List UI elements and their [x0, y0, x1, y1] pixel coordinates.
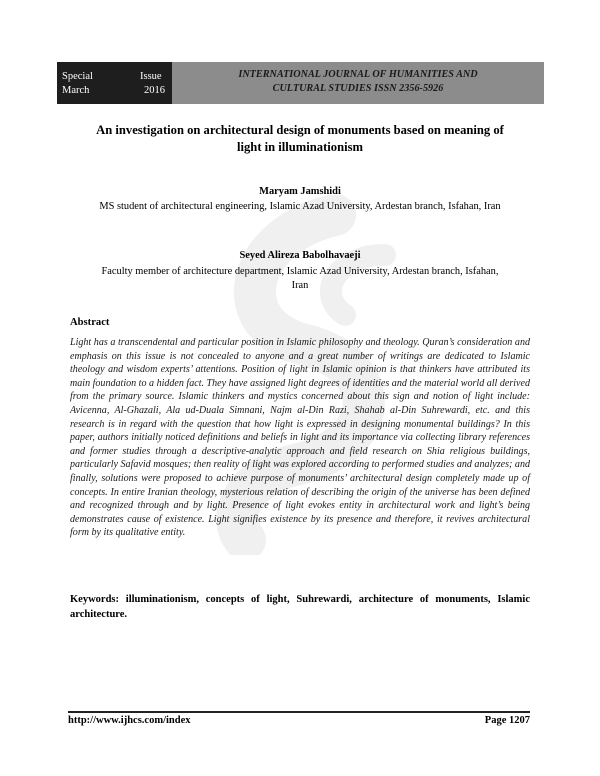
author-affiliation-1 — [62, 200, 538, 214]
footer-divider — [68, 711, 530, 713]
journal-title-line-1: INTERNATIONAL JOURNAL OF HUMANITIES AND — [238, 69, 478, 80]
author-affiliation-1-line: MS student of architectural engineering, Islamic Azad University, Ardestan branch, Isfahan, Iran — [99, 201, 501, 212]
issue-label-special: Special — [62, 71, 93, 82]
issue-year: 2016 — [144, 85, 165, 96]
journal-title-line-2: CULTURAL STUDIES ISSN 2356-5926 — [272, 83, 444, 94]
footer-url: http://www.ijhcs.com/index — [68, 715, 191, 726]
page-number: Page 1207 — [484, 715, 530, 726]
author-affiliation-2 — [62, 265, 538, 293]
issue-box — [57, 62, 172, 104]
paper-title — [60, 122, 540, 156]
issue-label-issue: Issue — [140, 71, 162, 82]
paper-title-line-1: An investigation on architectural design of monuments based on meaning of — [96, 123, 504, 137]
issue-month: March — [62, 85, 90, 96]
author-name-2: Seyed Alireza Babolhavaeji — [239, 250, 361, 261]
paper-title-line-2: light in illuminationism — [237, 140, 363, 154]
abstract-body: Light has a transcendental and particular position in Islamic philosophy and theology. Quran’s consideration and emphasis on this issue is not concealed to anyone and a great number of writings are dedicated to Islamic theology and wisdom experts’ attentions. Position of light in Islamic opinion is that thinkers have attributed its main foundation to a hidden fact. They have assigned light degrees of identities and the material world all derived from the primary source. Islamic thinkers and mystics concerned about this sign and notion of light include: Avicenna, Al-Ghazali, Ala ud-Duala Simnani, Najm al-Din Razi, Shahab al-Din Suhrewardi, etc. and this research is in regard with the question that how light is expressed in designing monumental buildings? In this paper, authors initially noticed definitions and beliefs in light and its importance via collecting library references and former studies through a descriptive-analytic approach and field research on Shia religious buildings, particularly Safavid mosques; then reality of light was explored according to performed studies and analyzes; and finally, solutions were proposed to achieve purpose of monuments’ architectural design completely made up of concepts. In entire Iranian theology, mysterious relation of describing the origin of the universe has been defined and recognized through and by light. Presence of light evokes entity in architectural work and light’s being demonstrates cause of existence. Light signifies existence by its presence and therefore, it revives architectural form by its qualitative entity. — [70, 337, 530, 539]
author-affiliation-2-line-1: Faculty member of architecture department, Islamic Azad University, Ardestan branch, Isfahan, — [101, 266, 499, 277]
journal-header — [57, 62, 544, 104]
keywords: Keywords: illuminationism, concepts of light, Suhrewardi, architecture of monuments, Islamic architecture. — [70, 594, 530, 620]
abstract-heading: Abstract — [70, 317, 110, 328]
author-name-1: Maryam Jamshidi — [259, 186, 341, 197]
journal-title-box — [172, 62, 544, 104]
author-affiliation-2-line-2: Iran — [291, 280, 309, 291]
